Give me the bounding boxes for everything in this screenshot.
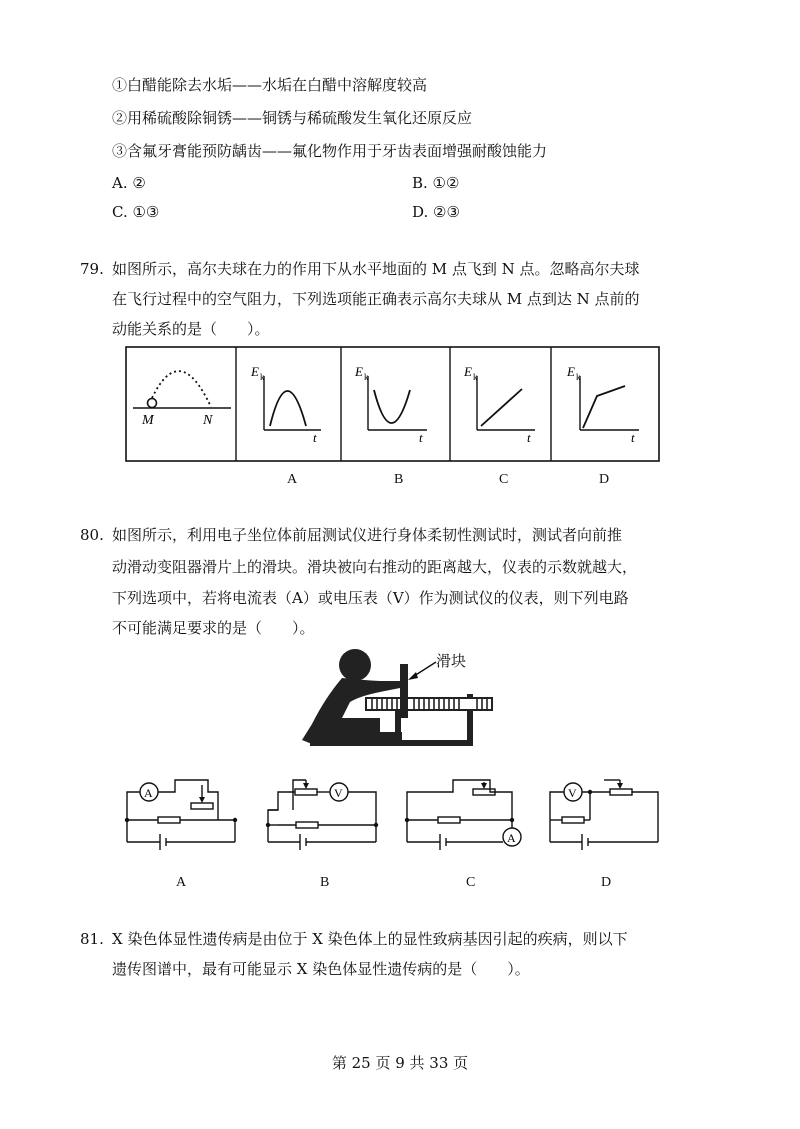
q81-line-1: X 染色体显性遗传病是由位于 X 染色体上的显性致病基因引起的疾病，则以下	[112, 930, 628, 948]
graph-d-x-label: t	[631, 430, 635, 445]
golf-ball-icon	[148, 399, 157, 408]
graph-d-y-sub: k	[576, 372, 581, 382]
q79-option-a-label: A	[287, 472, 298, 487]
graph-b-x-label: t	[419, 430, 423, 445]
circuit-d-label: D	[601, 875, 612, 890]
graph-a-y-label: E	[251, 364, 259, 379]
page-footer: 第 25 页 9 共 33 页	[331, 1054, 469, 1072]
q78-option-a: A. ②	[112, 174, 146, 192]
circuit-c	[407, 780, 521, 850]
trajectory-panel	[133, 371, 231, 428]
q80-number: 80.	[80, 526, 104, 544]
graph-a-x-label: t	[313, 430, 317, 445]
q79-option-d-label: D	[599, 472, 610, 487]
q79-option-c-label: C	[499, 472, 509, 487]
q80-line-2: 动滑动变阻器滑片上的滑块。滑块被向右推动的距离越大，仪表的示数就越大，	[112, 558, 638, 576]
circuit-a-label: A	[176, 875, 187, 890]
ammeter-c-label: A	[507, 831, 516, 845]
q78-statement-3: ③含氟牙膏能预防龋齿——氟化物作用于牙齿表面增强耐酸蚀能力	[112, 142, 548, 160]
graph-b	[354, 364, 427, 445]
graph-a-y-sub: k	[260, 372, 265, 382]
flexibility-tester-figure	[290, 648, 500, 758]
circuit-diagrams	[120, 770, 665, 868]
graph-d	[566, 364, 639, 445]
graph-c	[463, 364, 535, 445]
point-m-label: M	[142, 413, 154, 428]
q80-line-4: 不可能满足要求的是（ ）。	[112, 619, 315, 637]
circuit-d	[550, 780, 658, 850]
q79-line-3: 动能关系的是（ ）。	[112, 320, 270, 338]
point-n-label: N	[203, 413, 213, 428]
q78-option-c: C. ①③	[112, 203, 160, 221]
circuit-c-label: C	[466, 875, 476, 890]
q79-number: 79.	[80, 260, 104, 278]
slider-block	[400, 664, 408, 718]
circuit-b-label: B	[320, 875, 330, 890]
graph-c-y-sub: k	[473, 372, 478, 382]
voltmeter-b-label: V	[334, 786, 343, 800]
q78-option-b: B. ①②	[412, 174, 460, 192]
graph-a	[250, 364, 321, 445]
voltmeter-d-label: V	[568, 786, 577, 800]
q80-line-3: 下列选项中，若将电流表（A）或电压表（V）作为测试仪的仪表，则下列电路	[112, 589, 629, 607]
graph-c-y-label: E	[464, 364, 472, 379]
q78-statement-1: ①白醋能除去水垢——水垢在白醋中溶解度较高	[112, 76, 428, 94]
q81-number: 81.	[80, 930, 104, 948]
q81-line-2: 遗传图谱中，最有可能显示 X 染色体显性遗传病的是（ ）。	[112, 960, 530, 978]
graph-c-x-label: t	[527, 430, 531, 445]
graph-b-y-label: E	[355, 364, 363, 379]
slider-label: 滑块	[436, 652, 467, 670]
graph-d-y-label: E	[567, 364, 575, 379]
q79-line-2: 在飞行过程中的空气阻力，下列选项能正确表示高尔夫球从 M 点到达 N 点前的	[112, 290, 640, 308]
graph-b-y-sub: k	[364, 372, 369, 382]
q78-option-d: D. ②③	[412, 203, 460, 221]
q80-line-1: 如图所示，利用电子坐位体前屈测试仪进行身体柔韧性测试时，测试者向前推	[112, 526, 623, 544]
q79-line-1: 如图所示，高尔夫球在力的作用下从水平地面的 M 点飞到 N 点。忽略高尔夫球	[112, 260, 640, 278]
q79-figure	[125, 346, 660, 464]
ammeter-a-label: A	[144, 786, 153, 800]
q78-statement-2: ②用稀硫酸除铜锈——铜锈与稀硫酸发生氧化还原反应	[112, 109, 473, 127]
circuit-b	[268, 780, 376, 850]
q79-option-b-label: B	[394, 472, 404, 487]
